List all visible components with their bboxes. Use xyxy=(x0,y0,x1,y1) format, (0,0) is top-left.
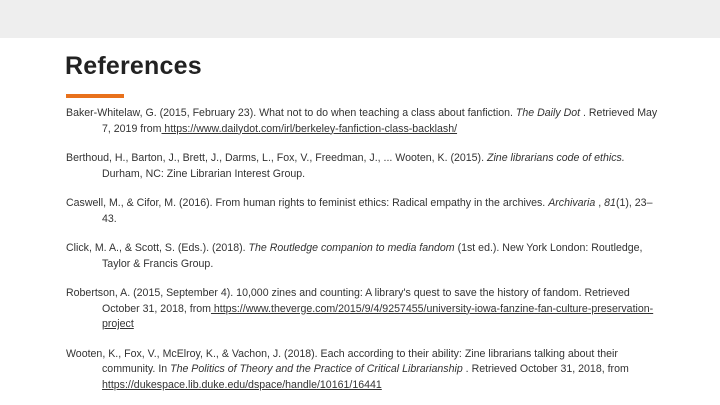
reference-text: Caswell, M., & Cifor, M. (2016). From human rights to feminist ethics: Radical empathy in the archives. xyxy=(66,197,549,209)
reference-link[interactable]: https://www.theverge.com/2015/9/4/9257455/university-iowa-fanzine-fan-culture-preservation-project xyxy=(102,302,654,330)
reference-volume: 81 xyxy=(604,197,616,209)
reference-list xyxy=(66,106,662,393)
reference-source-title: The Daily Dot xyxy=(515,107,581,119)
reference-source-title: Zine librarians code of ethics. xyxy=(486,152,625,164)
top-band xyxy=(0,0,720,38)
slide-title: References xyxy=(65,52,202,80)
reference-text: Berthoud, H., Barton, J., Brett, J., Darms, L., Fox, V., Freedman, J., ... Wooten, K. (2015). xyxy=(66,152,487,164)
accent-bar xyxy=(66,94,124,98)
reference-baker-whitelaw xyxy=(66,106,662,137)
reference-text: Durham, NC: Zine Librarian Interest Group. xyxy=(102,167,306,180)
reference-source-title: The Politics of Theory and the Practice of Critical Librarianship xyxy=(170,363,463,375)
reference-link[interactable]: https://dukespace.lib.duke.edu/dspace/handle/10161/16441 xyxy=(102,378,382,391)
reference-link[interactable]: https://www.dailydot.com/irl/berkeley-fanfiction-class-backlash/ xyxy=(161,122,458,135)
reference-text: (1), 23–43. xyxy=(102,197,653,225)
reference-wooten xyxy=(66,347,662,394)
reference-robertson xyxy=(66,286,662,333)
reference-click xyxy=(66,241,662,272)
reference-text: . Retrieved May 7, 2019 from xyxy=(102,107,658,135)
reference-source-title: Archivaria xyxy=(548,197,596,209)
reference-text: Click, M. A., & Scott, S. (Eds.). (2018). xyxy=(66,242,249,254)
reference-text: . Retrieved October 31, 2018, from xyxy=(462,363,629,375)
reference-text: Wooten, K., Fox, V., McElroy, K., & Vachon, J. (2018). Each according to their ability: Zine librarians talking about their community. In xyxy=(66,347,618,375)
reference-text: Robertson, A. (2015, September 4). 10,000 zines and counting: A library's quest to save the history of fandom. Retrieved October 31, 2018, from xyxy=(66,287,630,315)
reference-berthoud xyxy=(66,151,662,182)
reference-caswell xyxy=(66,196,662,227)
reference-text: Baker-Whitelaw, G. (2015, February 23). What not to do when teaching a class about fanfiction. xyxy=(66,107,516,119)
reference-text: , xyxy=(595,197,605,209)
reference-source-title: The Routledge companion to media fandom xyxy=(248,242,455,254)
reference-text: (1st ed.). New York London: Routledge, Taylor & Francis Group. xyxy=(102,242,643,270)
